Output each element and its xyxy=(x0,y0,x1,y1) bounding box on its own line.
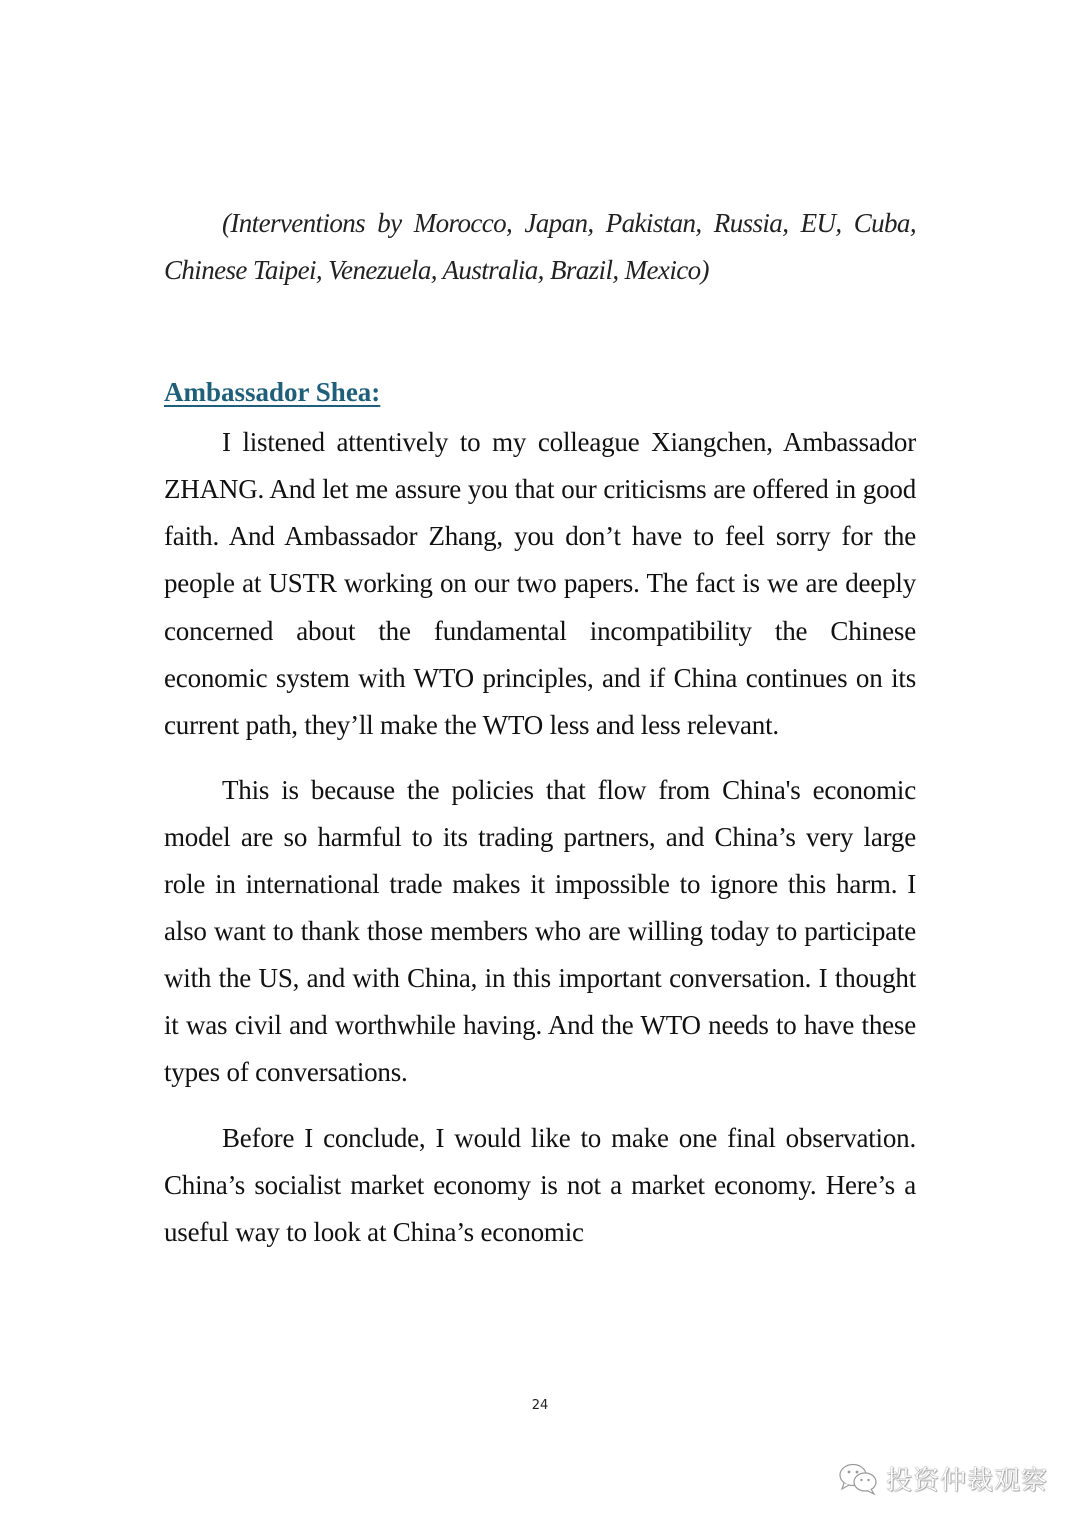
paragraph: Before I conclude, I would like to make one final observation. China’s socialist market economy is not a market economy. Here’s a useful way to look at China’s economic xyxy=(164,1122,916,1247)
interventions-note: (Interventions by Morocco, Japan, Pakistan, Russia, EU, Cuba, Chinese Taipei, Venezuela, Australia, Brazil, Mexico) xyxy=(164,208,916,286)
wechat-icon xyxy=(838,1462,880,1496)
paragraph: I listened attentively to my colleague Xiangchen, Ambassador ZHANG. And let me assure you that our criticisms are offered in good faith. And Ambassador Zhang, you don’t have to feel sorry for the people at USTR working on our two papers. The fact is we are deeply concerned about the fundamental incompatibility the Chinese economic system with WTO principles, and if China continues on its current path, they’ll make the WTO less and less relevant. xyxy=(164,427,916,740)
paragraph: This is because the policies that flow from China's economic model are so harmful to its trading partners, and China’s very large role in international trade makes it impossible to ignore this harm. I also want to thank those members who are willing today to participate with the US, and with China, in this important conversation. I thought it was civil and worthwhile having. And the WTO needs to have these types of conversations. xyxy=(164,774,916,1088)
watermark xyxy=(838,1460,1048,1497)
watermark-text: 投资仲裁观察 xyxy=(886,1466,1049,1496)
speaker-heading: Ambassador Shea: xyxy=(164,377,381,408)
page-number: 24 xyxy=(531,1398,549,1413)
page-content xyxy=(164,200,916,1256)
